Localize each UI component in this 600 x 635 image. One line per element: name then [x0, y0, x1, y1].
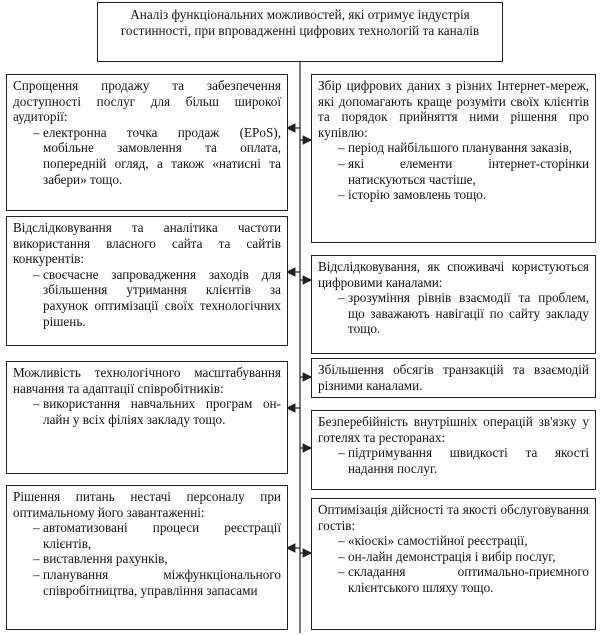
- list-item: – автоматизовані процеси реєстрації клієнтів,: [33, 520, 281, 551]
- list-item: – які елементи інтернет-сторінки натискуються частіше,: [338, 155, 589, 187]
- list-item: – планування міжфункціонального співробітництва, управління запасами: [33, 566, 281, 598]
- list-item: – своєчасне запровадження заходів для збільшення утримання клієнтів за рахунок оптимізації своїх технологічних рішень.: [33, 266, 281, 329]
- list-item: – історію замовлень тощо.: [338, 187, 487, 203]
- left-box-3-heading: Можливість технологічного масштабування навчання та адаптації співробітників:: [13, 365, 281, 396]
- left-box-4: [6, 485, 288, 630]
- left-box-1: [6, 74, 288, 211]
- list-item: – підтримування швидкості та якості надання послуг.: [338, 445, 589, 476]
- list-item: – складання оптимально-приємного клієнтського шляху тощо.: [338, 564, 589, 595]
- list-item: – он-лайн демонстрація і вибір послуг,: [338, 548, 556, 564]
- list-item: – зрозуміння рівнів взаємодії та проблем, що заважають навігації по сайту закладу тощо.: [338, 290, 589, 337]
- list-item: – виставлення рахунків,: [33, 551, 168, 567]
- list-item: – період найбільшого планування заказів,: [338, 140, 573, 156]
- left-box-1-heading: Спрощення продажу та забезпечення доступності послуг для більш широкої аудиторії:: [13, 78, 281, 125]
- left-box-2: [6, 216, 288, 346]
- left-box-4-heading: Рішення питань нестачі персоналу при оптимальному його завантаженні:: [13, 489, 281, 520]
- left-box-2-heading: Відслідковування та аналітика частоти використання власного сайта та сайтів конкурентів:: [13, 220, 281, 267]
- right-box-1: [311, 74, 596, 243]
- left-box-3: [6, 361, 288, 474]
- top-box-text: Аналіз функціональних можливостей, які отримує індустрія гостинності, при впровадженні цифрових технологій та каналів: [120, 7, 480, 38]
- top-box: [97, 2, 503, 62]
- right-box-5: [311, 498, 596, 630]
- list-item: – електронна точка продаж (EPoS), мобільне замовлення та оплата, попередній огляд, а також «натисні та забери» тощо.: [33, 124, 281, 187]
- list-item: – використання навчальних програм он-лайн у всіх філіях закладу тощо.: [33, 396, 281, 427]
- list-item: – «кіоскі» самостійної реєстрації,: [338, 533, 528, 549]
- right-box-5-heading: Оптимізація дійсності та якості обслуговування гостів:: [318, 502, 589, 533]
- right-box-2-heading: Відслідковування, як споживачі користуються цифровими каналами:: [318, 259, 589, 290]
- right-box-2: [311, 255, 596, 354]
- right-box-4-heading: Безперебійність внутрішніх операцій зв'язку у готелях та ресторанах:: [318, 414, 589, 445]
- right-box-3-heading: Збільшення обсягів транзакцій та взаємодій різними каналами.: [318, 362, 589, 393]
- right-box-1-heading: Збір цифрових даних з різних Інтернет-мереж, які допомагають краще розуміти своїх клієнтів та порядок прийняття ними рішення про купівлю:: [318, 78, 589, 140]
- right-box-4: [311, 410, 596, 490]
- right-box-3: [311, 358, 596, 398]
